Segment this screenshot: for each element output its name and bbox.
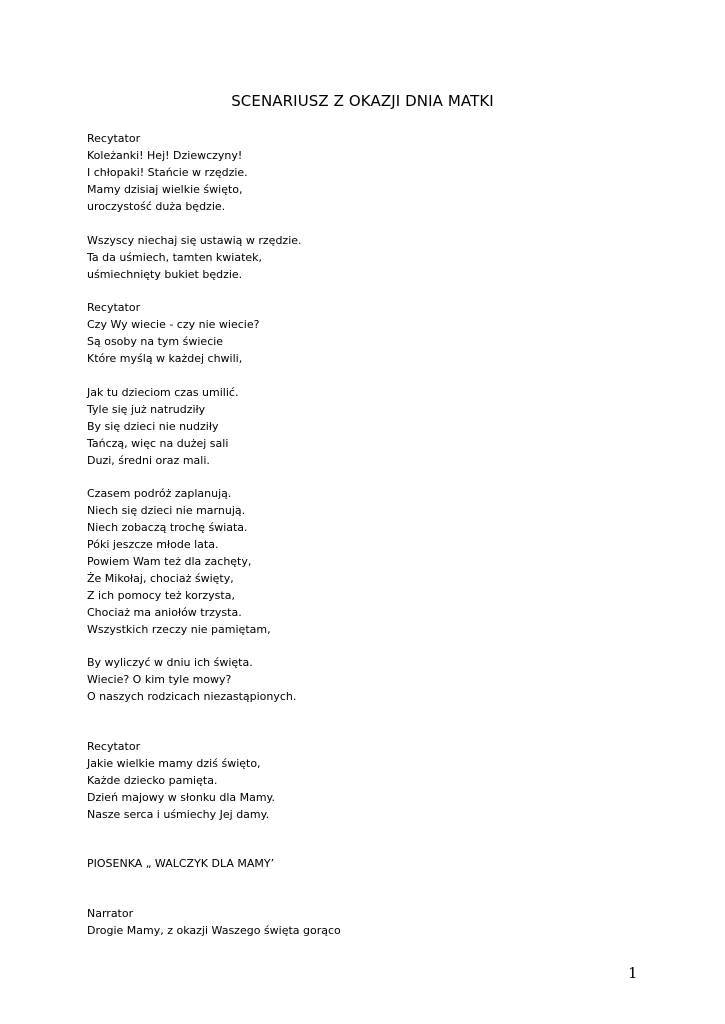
text-line: Duzi, średni oraz mali. bbox=[87, 454, 210, 467]
text-line: Czy Wy wiecie - czy nie wiecie? bbox=[87, 318, 260, 331]
text-line: Koleżanki! Hej! Dziewczyny! bbox=[87, 149, 243, 162]
text-line: Mamy dzisiaj wielkie święto, bbox=[87, 183, 243, 196]
text-line: Każde dziecko pamięta. bbox=[87, 774, 218, 787]
text-line: Niech się dzieci nie marnują. bbox=[87, 504, 246, 517]
text-line: Są osoby na tym świecie bbox=[87, 335, 224, 348]
text-line: Które myślą w każdej chwili, bbox=[87, 352, 243, 365]
page-number: 1 bbox=[628, 964, 638, 982]
text-line: Powiem Wam też dla zachęty, bbox=[87, 555, 252, 568]
text-line: Czasem podróż zaplanują. bbox=[87, 487, 232, 500]
text-line: By wyliczyć w dniu ich święta. bbox=[87, 656, 253, 669]
text-line: Niech zobaczą trochę świata. bbox=[87, 521, 248, 534]
text-line: Wszyscy niechaj się ustawią w rzędzie. bbox=[87, 234, 302, 247]
text-line: Wszystkich rzeczy nie pamiętam, bbox=[87, 623, 271, 636]
text-line: Nasze serca i uśmiechy Jej damy. bbox=[87, 808, 270, 821]
text-line: Ta da uśmiech, tamten kwiatek, bbox=[87, 251, 263, 264]
text-line: Z ich pomocy też korzysta, bbox=[87, 589, 235, 602]
text-line: Tańczą, więc na dużej sali bbox=[87, 437, 229, 450]
speaker-label: Recytator bbox=[87, 132, 141, 145]
text-line: Chociaż ma aniołów trzysta. bbox=[87, 606, 242, 619]
text-line: Tyle się już natrudziły bbox=[87, 403, 206, 416]
text-line: Jakie wielkie mamy dziś święto, bbox=[87, 757, 261, 770]
text-line: Jak tu dzieciom czas umilić. bbox=[87, 386, 239, 399]
text-line: I chłopaki! Stańcie w rzędzie. bbox=[87, 166, 248, 179]
text-line: By się dzieci nie nudziły bbox=[87, 420, 219, 433]
text-line: uroczystość duża będzie. bbox=[87, 200, 226, 213]
speaker-label: Recytator bbox=[87, 301, 141, 314]
text-line: O naszych rodzicach niezastąpionych. bbox=[87, 690, 297, 703]
song-heading: PIOSENKA „ WALCZYK DLA MAMY’ bbox=[87, 857, 275, 870]
text-line: Wiecie? O kim tyle mowy? bbox=[87, 673, 232, 686]
text-line: uśmiechnięty bukiet będzie. bbox=[87, 268, 243, 281]
text-line: Drogie Mamy, z okazji Waszego święta gorąco bbox=[87, 924, 341, 937]
text-line: Póki jeszcze młode lata. bbox=[87, 538, 219, 551]
speaker-label: Narrator bbox=[87, 907, 134, 920]
page-title: SCENARIUSZ Z OKAZJI DNIA MATKI bbox=[231, 92, 494, 110]
text-line: Że Mikołaj, chociaż święty, bbox=[87, 572, 234, 585]
text-line: Dzień majowy w słonku dla Mamy. bbox=[87, 791, 275, 804]
speaker-label: Recytator bbox=[87, 740, 141, 753]
